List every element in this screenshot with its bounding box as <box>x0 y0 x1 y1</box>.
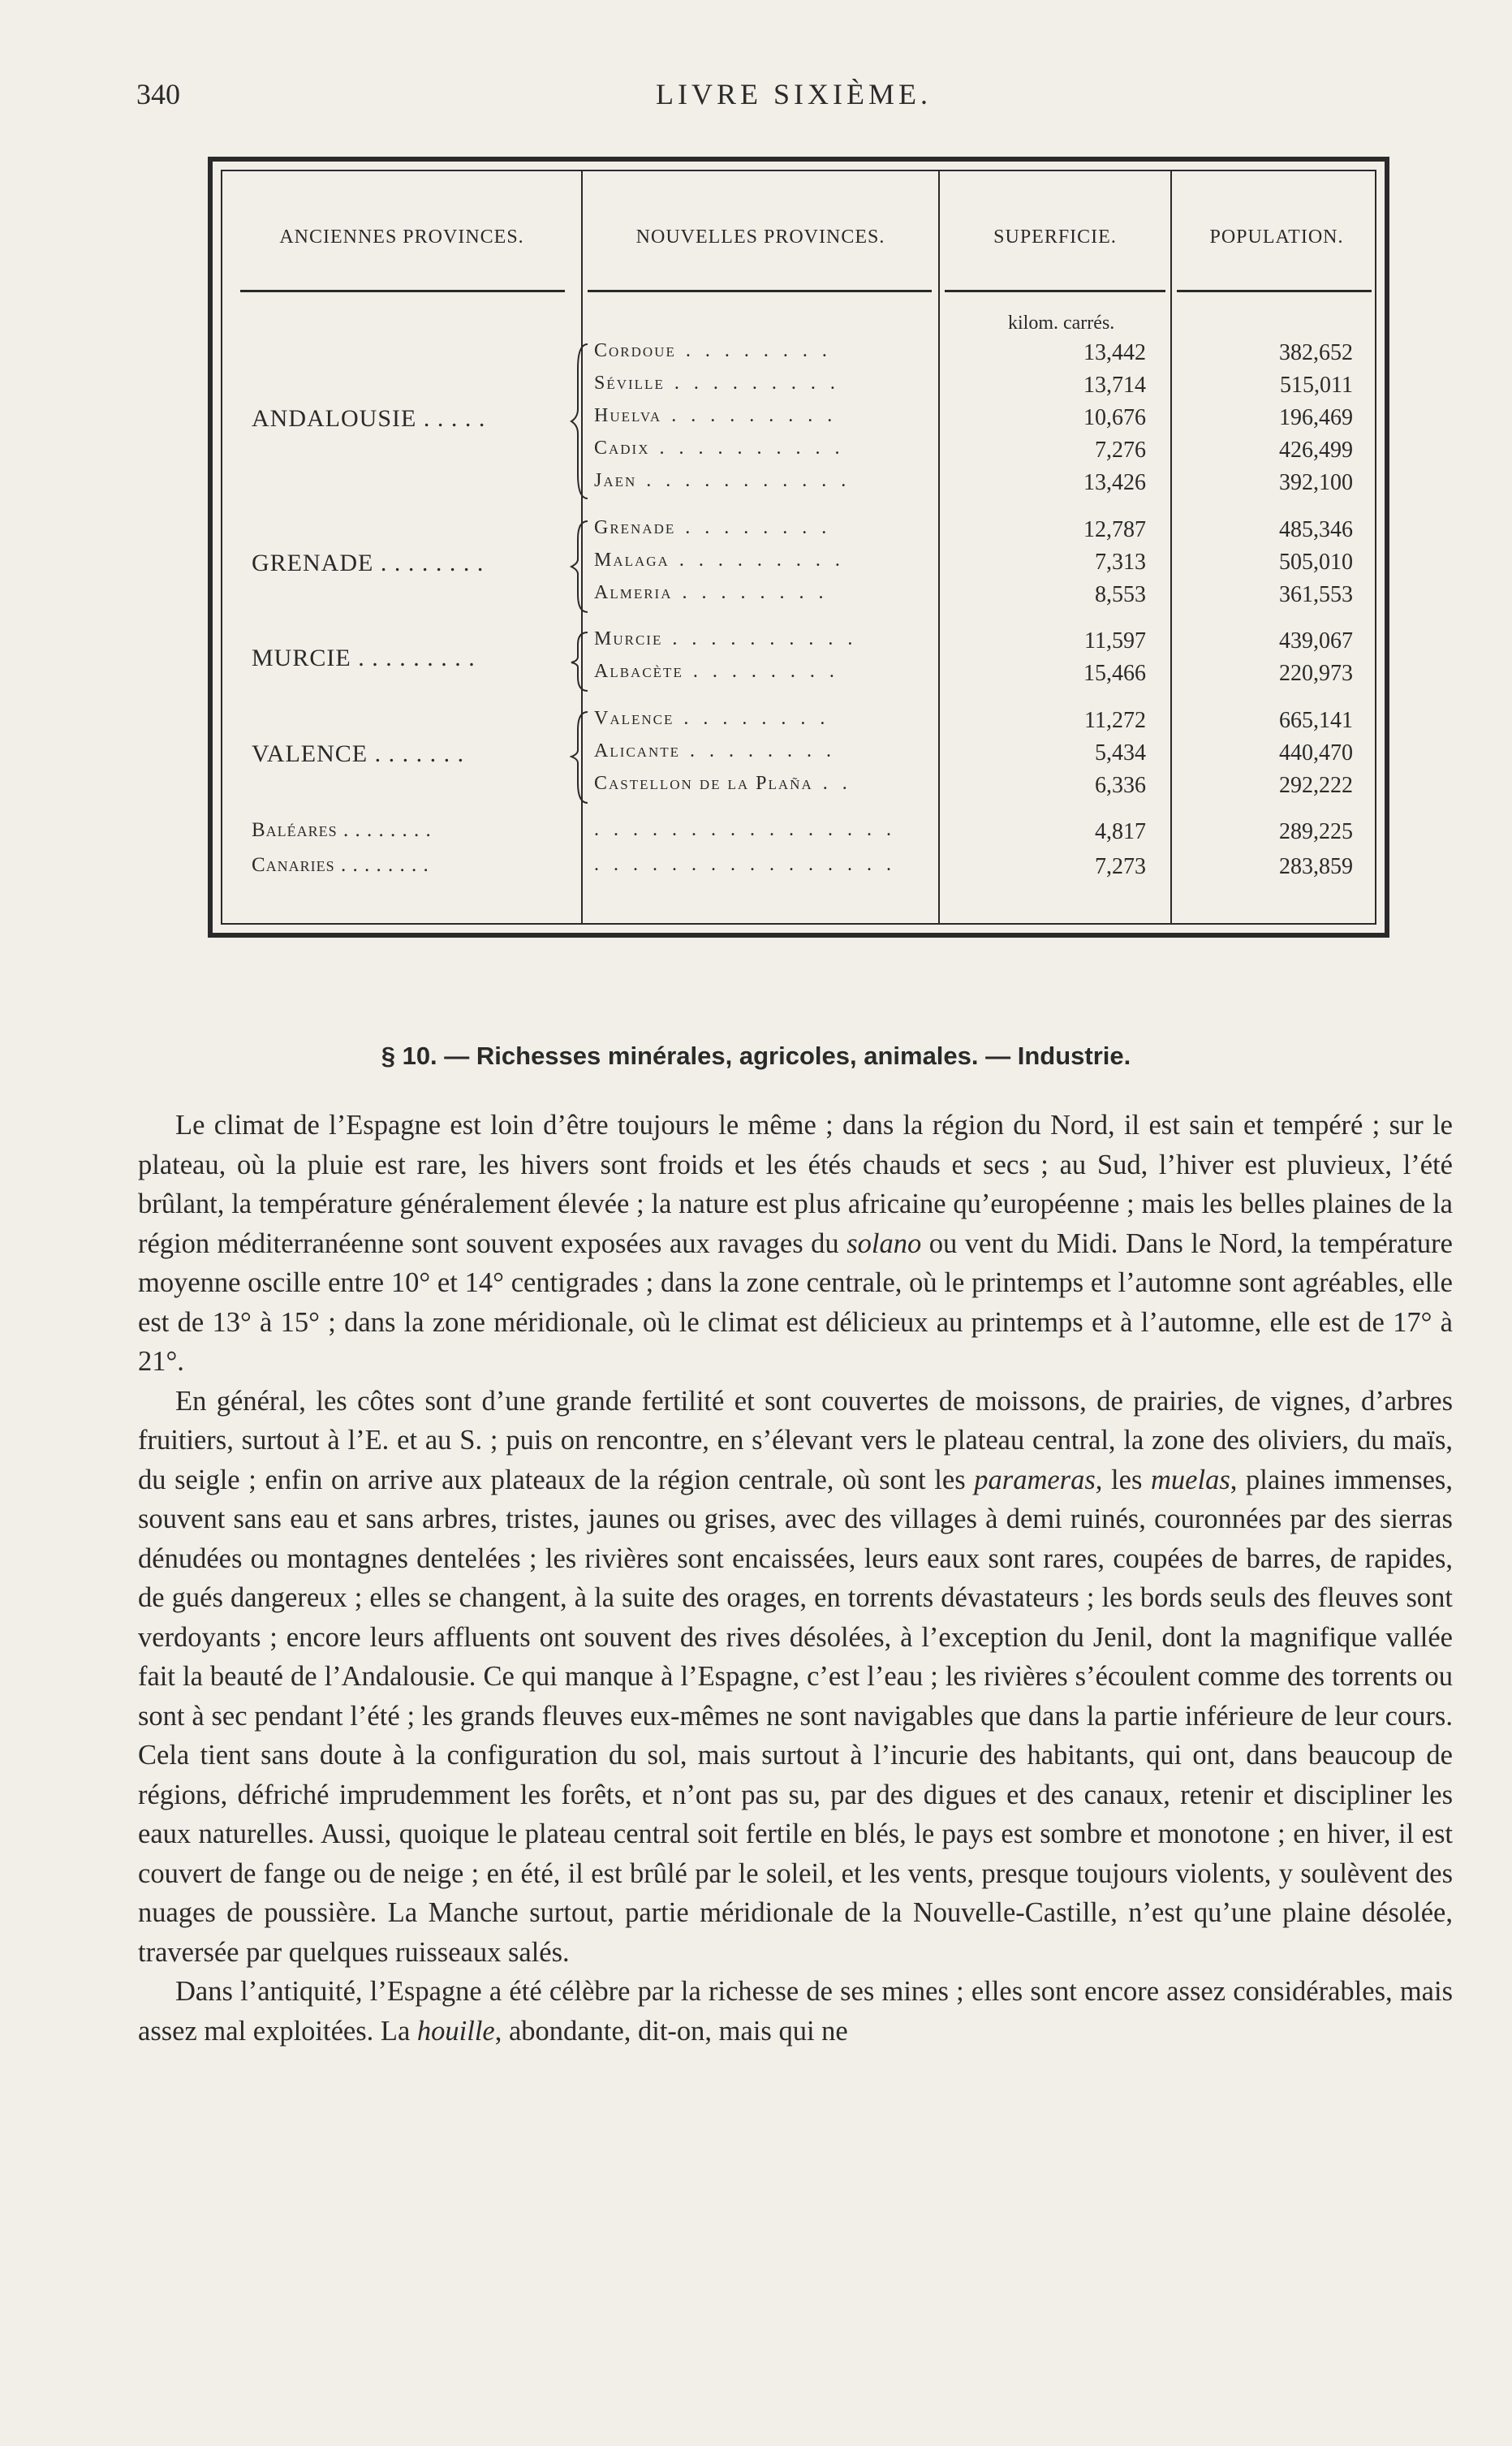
table-row: Grenade . . . . . . . . 12,787 485,346 <box>594 517 1353 542</box>
running-title: LIVRE SIXIÈME. <box>656 78 932 110</box>
paragraph: Le climat de l’Espagne est loin d’être toujours le même ; dans la région du Nord, il est sain et tempéré ; sur le plateau, où la pluie est rare, les hivers sont froids et les étés chauds et secs ; au Sud, l’hiver est pluvieux, l’été brûlant, la température généralement élevée ; la nature est plus africaine qu’européenne ; mais les belles plaines de la région méditerranéenne sont souvent exposées aux ravages du solano ou vent du Midi. Dans le Nord, la température moyenne oscille entre 10° et 14° centigrades ; dans la zone centrale, où le printemps et l’automne sont agréables, elle est de 13° à 15° ; dans la zone méridionale, où le climat est délicieux au printemps et à l’automne, elle est de 17° à 21°. <box>138 1110 1453 1377</box>
table-row: Almeria . . . . . . . . 8,553 361,553 <box>594 582 1353 607</box>
table-row: Baléares . . . . . . . . . . . . . . . . . . . . . . . . 4,817 289,225 <box>252 819 1353 844</box>
body-text <box>138 1106 1453 2051</box>
col-header-population: POPULATION. <box>1209 226 1344 248</box>
population-value: 289,225 <box>1279 819 1353 844</box>
header-rule <box>588 290 932 292</box>
population-value: 392,100 <box>1279 470 1353 495</box>
table-row: Jaen . . . . . . . . . . . 13,426 392,100 <box>594 470 1353 495</box>
table-row: Canaries . . . . . . . . . . . . . . . . . . . . . . . . 7,273 283,859 <box>252 854 1353 879</box>
new-province: Alicante <box>594 740 681 761</box>
col-header-new: NOUVELLES PROVINCES. <box>635 226 885 248</box>
header-rule <box>1177 290 1372 292</box>
population-value: 439,067 <box>1279 628 1353 654</box>
old-province: ANDALOUSIE <box>252 405 417 432</box>
superficie-value: 12,787 <box>1083 517 1146 542</box>
table-row: GRENADE . . . . . . . . Malaga . . . . . . . . . 7,313 505,010 <box>252 550 1353 576</box>
superficie-value: 11,597 <box>1084 628 1146 654</box>
new-province: Grenade <box>594 517 676 538</box>
old-province: MURCIE <box>252 645 351 671</box>
population-value: 515,011 <box>1280 373 1353 398</box>
superficie-value: 15,466 <box>1083 661 1146 686</box>
header-rule <box>240 290 565 292</box>
unit-label: kilom. carrés. <box>1008 313 1115 334</box>
paragraph: Dans l’antiquité, l’Espagne a été célèbre par la richesse de ses mines ; elles sont encore assez considérables, mais assez mal exploitées. La houille, abondante, dit-on, mais qui ne <box>138 1976 1453 2047</box>
population-value: 220,973 <box>1279 661 1353 686</box>
table-row: Cordoue . . . . . . . . 13,442 382,652 <box>594 340 1353 365</box>
superficie-value: 13,714 <box>1083 373 1146 398</box>
col-header-old: ANCIENNES PROVINCES. <box>279 226 524 248</box>
new-province: Séville <box>594 373 665 394</box>
table-row: Albacète . . . . . . . . 15,466 220,973 <box>594 661 1353 686</box>
table-row: Castellon de la Plaña . . 6,336 292,222 <box>594 773 1353 798</box>
superficie-value: 13,426 <box>1083 470 1146 495</box>
population-value: 361,553 <box>1279 582 1353 607</box>
new-province: Huelva <box>594 405 662 426</box>
new-province: Murcie <box>594 628 663 649</box>
population-value: 283,859 <box>1279 854 1353 879</box>
population-value: 440,470 <box>1279 740 1353 766</box>
superficie-value: 10,676 <box>1083 405 1146 430</box>
superficie-value: 11,272 <box>1084 708 1146 733</box>
old-province: Baléares <box>252 819 338 841</box>
new-province: Valence <box>594 708 674 729</box>
table-row: Murcie . . . . . . . . . . 11,597 439,067 <box>594 628 1353 654</box>
new-province: Malaga <box>594 550 670 571</box>
table-row-label: MURCIE . . . . . . . . . <box>252 645 476 671</box>
superficie-value: 4,817 <box>1095 819 1146 844</box>
page-header <box>136 77 1451 118</box>
superficie-value: 7,273 <box>1095 854 1146 879</box>
superficie-value: 7,313 <box>1095 550 1146 575</box>
old-province: VALENCE <box>252 740 368 767</box>
new-province: Almeria <box>594 582 673 603</box>
paragraph: En général, les côtes sont d’une grande fertilité et sont couvertes de moissons, de prairies, de vignes, d’arbres fruitiers, surtout à l’E. et au S. ; puis on rencontre, en s’élevant vers le plateau central, la zone des oliviers, du maïs, du seigle ; enfin on arrive aux plateaux de la région centrale, où sont les parameras, les muelas, plaines immenses, souvent sans eau et sans arbres, tristes, jaunes ou grises, avec des villages à demi ruinés, couronnées par des sierras dénudées ou montagnes dentelées ; les rivières sont encaissées, leurs eaux sont rares, coupées de barres, de rapides, de gués dangereux ; elles se changent, à la suite des orages, en torrents dévastateurs ; les bords seuls des fleuves sont verdoyants ; encore leurs affluents ont souvent des rives désolées, à l’exception du Jenil, dont la magnifique vallée fait la beauté de l’Andalousie. Ce qui manque à l’Espagne, c’est l’eau ; les rivières s’écoulent comme des torrents ou sont à sec pendant l’été ; les grands fleuves eux-mêmes ne sont navigables que dans la partie inférieure de leur cours. Cela tient sans doute à la configuration du sol, mais surtout à l’incurie des habitants, qui ont, dans beaucoup de régions, défriché imprudemment les forêts, et n’ont pas su, par des digues et des canaux, retenir et discipliner les eaux naturelles. Aussi, quoique le plateau central soit fertile en blés, le pays est sombre et monotone ; en hiver, il est couvert de fange ou de neige ; en été, il est brûlé par le soleil, et les vents, presque toujours violents, y soulèvent des nuages de poussière. La Manche surtout, partie méridionale de la Nouvelle-Castille, n’est qu’une plaine désolée, traversée par quelques ruisseaux salés. <box>138 1385 1453 1968</box>
section-title: § 10. — Richesses minérales, agricoles, animales. — Industrie. <box>381 1042 1131 1070</box>
superficie-value: 13,442 <box>1083 340 1146 365</box>
table-row: Cadix . . . . . . . . . . 7,276 426,499 <box>594 438 1353 463</box>
new-province: Castellon de la Plaña <box>594 773 813 794</box>
superficie-value: 7,276 <box>1095 438 1146 463</box>
population-value: 505,010 <box>1279 550 1353 575</box>
old-province: GRENADE <box>252 550 374 576</box>
superficie-value: 8,553 <box>1095 582 1146 607</box>
new-province: Albacète <box>594 661 683 682</box>
population-value: 665,141 <box>1279 708 1353 733</box>
old-province: Canaries <box>252 854 335 876</box>
new-province: Jaen <box>594 470 637 491</box>
table-row: VALENCE . . . . . . . Alicante . . . . . . . . 5,434 440,470 <box>252 740 1353 767</box>
population-value: 426,499 <box>1279 438 1353 463</box>
new-province: Cadix <box>594 438 650 459</box>
new-province: Cordoue <box>594 340 676 361</box>
population-value: 485,346 <box>1279 517 1353 542</box>
province-table <box>208 157 1389 938</box>
page-number: 340 <box>136 78 180 110</box>
superficie-value: 6,336 <box>1095 773 1146 798</box>
header-rule <box>945 290 1165 292</box>
grouping-braces <box>570 336 594 839</box>
table-row: Valence . . . . . . . . 11,272 665,141 <box>594 708 1353 733</box>
population-value: 382,652 <box>1279 340 1353 365</box>
population-value: 292,222 <box>1279 773 1353 798</box>
table-row: Séville . . . . . . . . . 13,714 515,011 <box>594 373 1353 398</box>
col-header-superficie: SUPERFICIE. <box>993 226 1117 248</box>
population-value: 196,469 <box>1279 405 1353 430</box>
table-row: ANDALOUSIE . . . . . Huelva . . . . . . . . . 10,676 196,469 <box>252 405 1353 432</box>
superficie-value: 5,434 <box>1095 740 1146 766</box>
